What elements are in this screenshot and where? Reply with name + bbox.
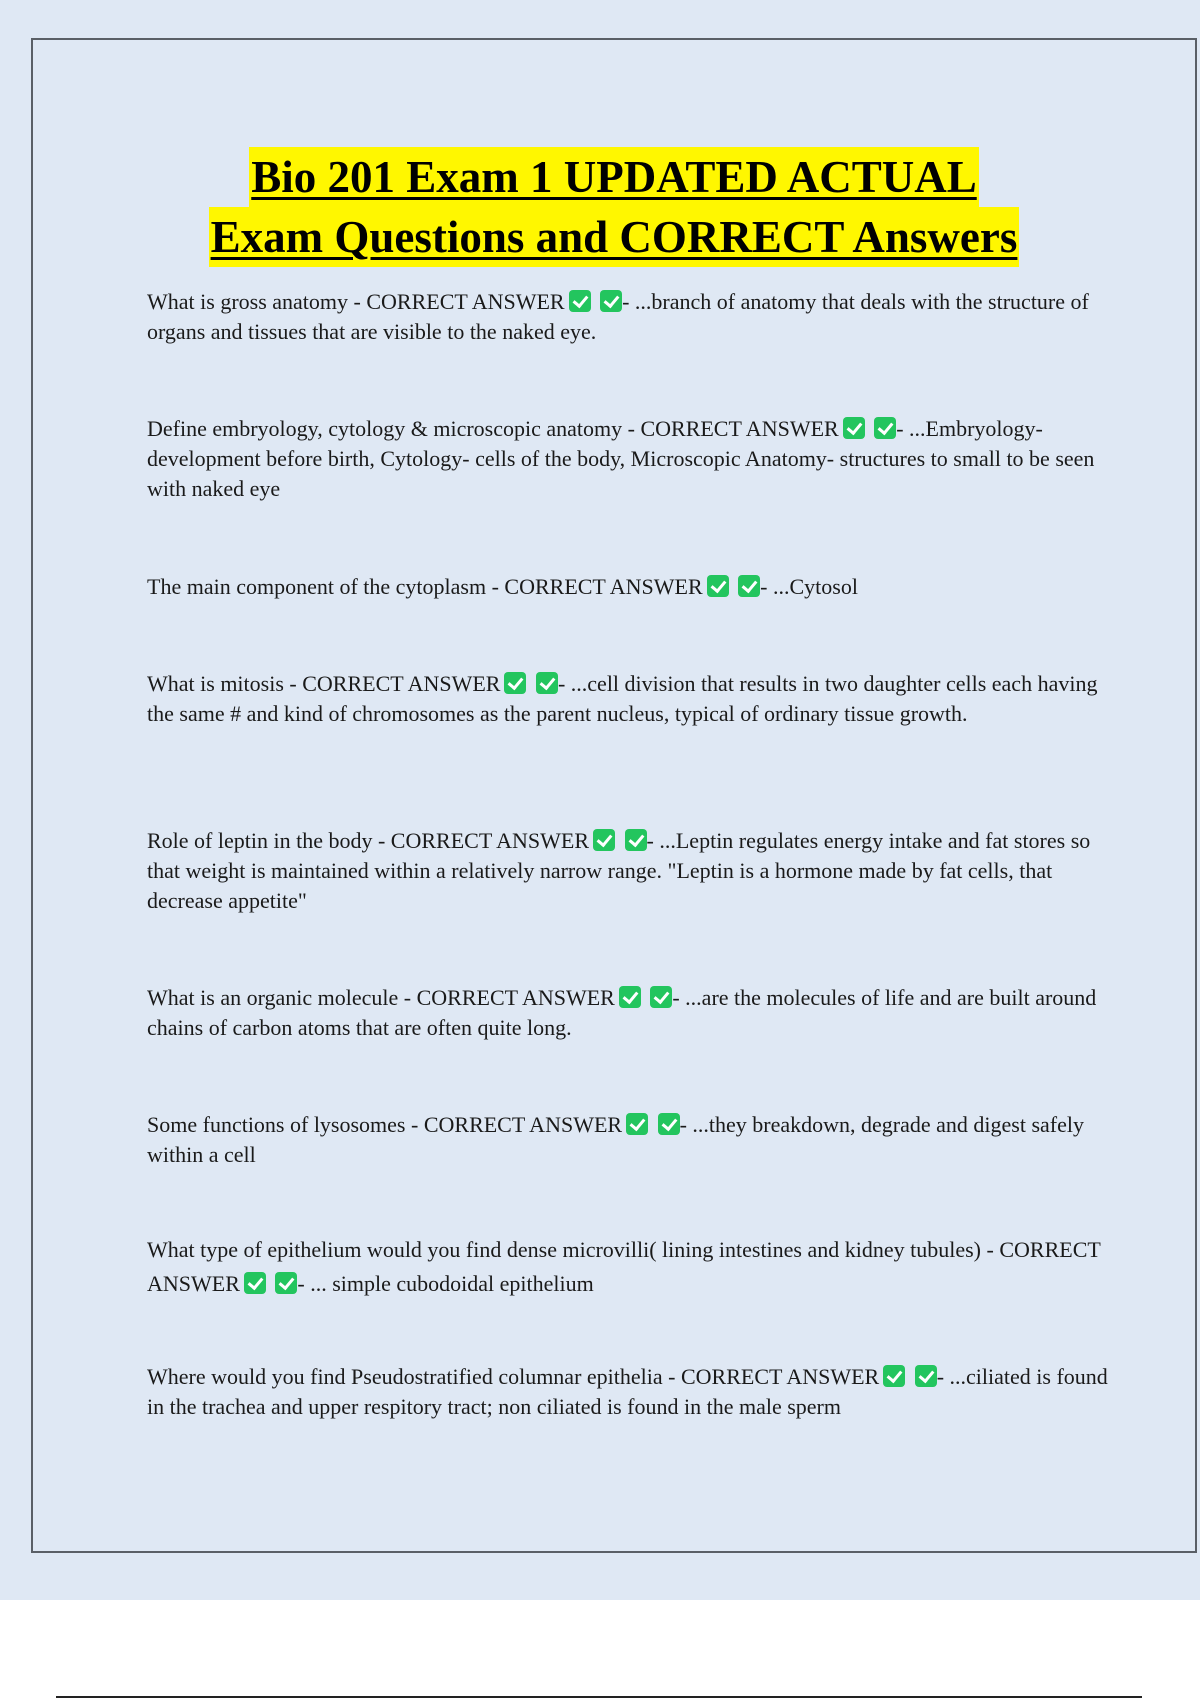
footer-divider	[56, 1696, 1142, 1698]
question-text: What is mitosis -	[147, 671, 303, 696]
check-box-icon	[707, 575, 729, 597]
check-box-icon	[504, 672, 526, 694]
answer-marker: CORRECT ANSWER	[680, 1364, 880, 1389]
check-box-icon	[874, 417, 896, 439]
check-box-icon	[915, 1365, 937, 1387]
question-text: What is gross anatomy -	[147, 289, 367, 314]
answer-text: - ... simple cubodoidal epithelium	[297, 1271, 594, 1296]
check-box-icon	[650, 986, 672, 1008]
answer-marker: CORRECT ANSWER	[640, 416, 839, 441]
check-box-icon	[619, 986, 641, 1008]
qa-item	[147, 826, 1127, 916]
check-box-icon	[536, 672, 558, 694]
check-box-icon	[738, 575, 760, 597]
answer-marker: CORRECT ANSWER	[147, 1237, 1101, 1296]
title-line-2: Exam Questions and CORRECT Answers	[209, 207, 1020, 267]
check-box-icon	[883, 1365, 905, 1387]
check-box-icon	[843, 417, 865, 439]
answer-text: - ...are the molecules of life and are built around chains of carbon atoms that are often quite long.	[147, 985, 1097, 1040]
answer-marker: CORRECT ANSWER	[366, 289, 565, 314]
qa-item	[147, 287, 1127, 347]
check-box-icon	[593, 829, 615, 851]
qa-item	[147, 1233, 1127, 1301]
answer-text: - ...branch of anatomy that deals with the structure of organs and tissues that are visible to the naked eye.	[147, 289, 1089, 344]
answer-marker: CORRECT ANSWER	[423, 1112, 623, 1137]
check-box-icon	[244, 1272, 266, 1294]
question-text: What is an organic molecule -	[147, 985, 417, 1010]
answer-text: - ...ciliated is found in the trachea and upper respitory tract; non ciliated is found in the male sperm	[147, 1364, 1108, 1419]
qa-item	[147, 983, 1127, 1043]
answer-text: - ...Leptin regulates energy intake and fat stores so that weight is maintained within a relatively narrow range. "Leptin is a hormone made by fat cells, that decrease appetite"	[147, 828, 1091, 913]
check-box-icon	[625, 829, 647, 851]
qa-item	[147, 572, 1127, 602]
question-text: Where would you find Pseudostratified columnar epithelia -	[147, 1364, 681, 1389]
answer-text: - ...they breakdown, degrade and digest safely within a cell	[147, 1112, 1084, 1167]
question-text: Some functions of lysosomes -	[147, 1112, 424, 1137]
answer-marker: CORRECT ANSWER	[504, 574, 703, 599]
check-box-icon	[569, 290, 591, 312]
answer-marker: CORRECT ANSWER	[302, 671, 501, 696]
qa-item	[147, 669, 1127, 729]
answer-text: - ...Embryology- development before birth, Cytology- cells of the body, Microscopic Anatomy- structures to small to be seen with naked eye	[147, 416, 1095, 501]
question-text: The main component of the cytoplasm -	[147, 574, 505, 599]
document-page	[31, 38, 1197, 1553]
question-text: Define embryology, cytology & microscopic anatomy -	[147, 416, 641, 441]
question-text: What type of epithelium would you find dense microvilli( lining intestines and kidney tubules) -	[147, 1237, 1000, 1262]
answer-text: - ...cell division that results in two daughter cells each having the same # and kind of chromosomes as the parent nucleus, typical of ordinary tissue growth.	[147, 671, 1098, 726]
qa-item	[147, 1362, 1127, 1422]
qa-item	[147, 1110, 1127, 1170]
title-line-1: Bio 201 Exam 1 UPDATED ACTUAL	[249, 147, 978, 207]
answer-text: - ...Cytosol	[760, 574, 858, 599]
check-box-icon	[600, 290, 622, 312]
check-box-icon	[658, 1113, 680, 1135]
answer-marker: CORRECT ANSWER	[416, 985, 615, 1010]
check-box-icon	[626, 1113, 648, 1135]
qa-item	[147, 414, 1127, 504]
answer-marker: CORRECT ANSWER	[390, 828, 590, 853]
check-box-icon	[275, 1272, 297, 1294]
document-title	[33, 147, 1195, 267]
question-text: Role of leptin in the body -	[147, 828, 391, 853]
